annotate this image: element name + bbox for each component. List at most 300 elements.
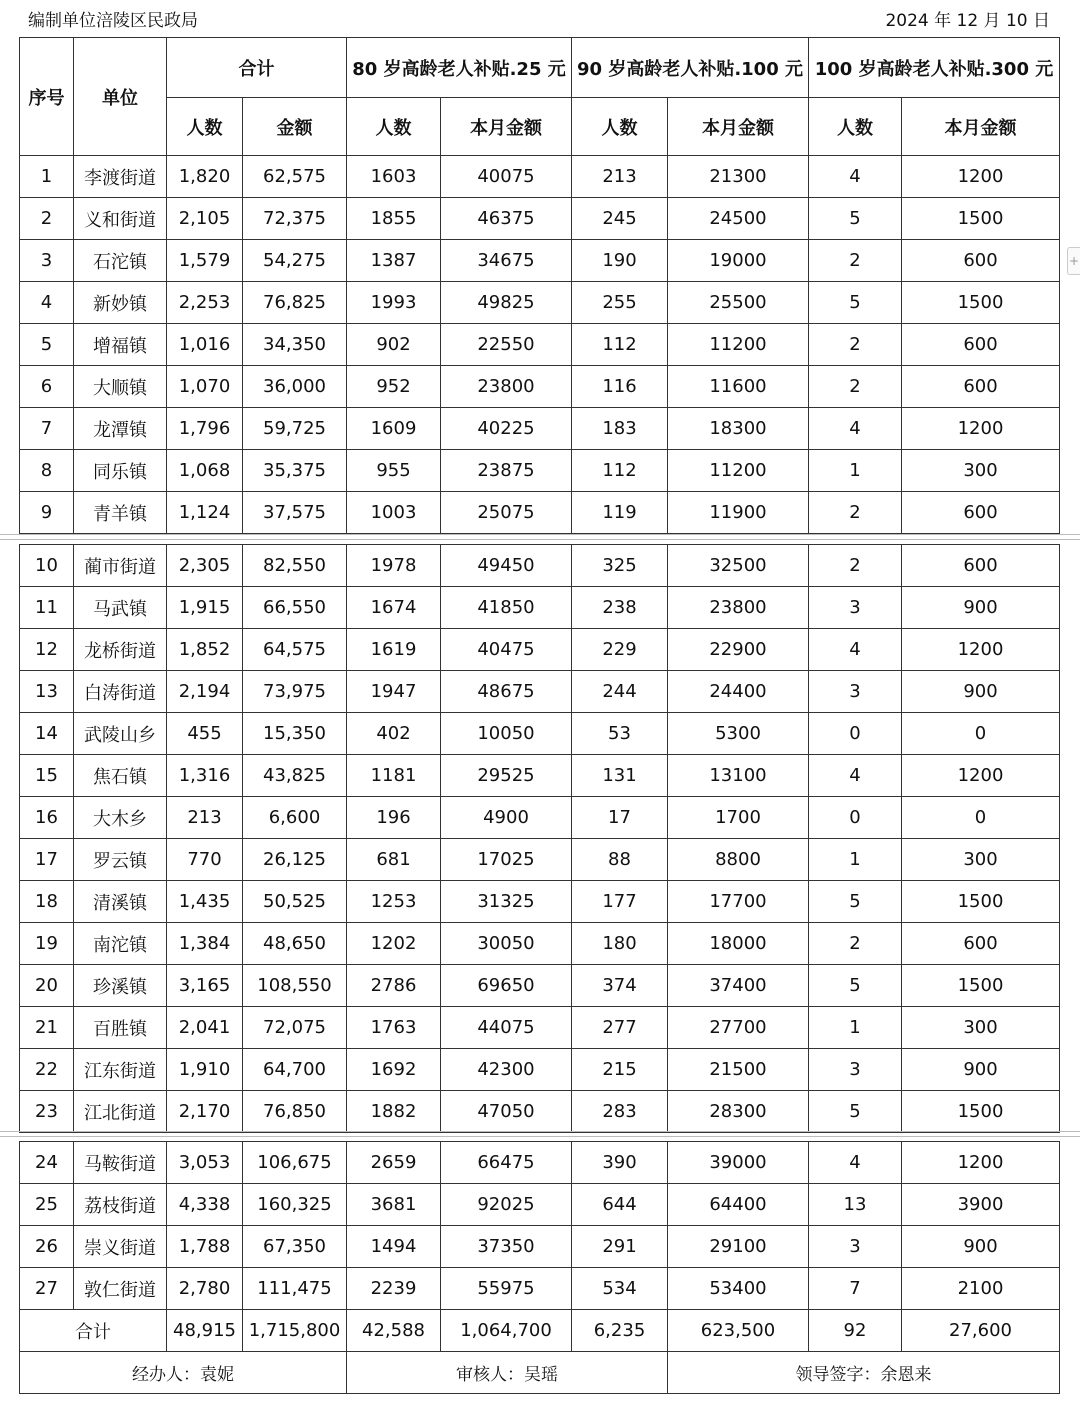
row-cell: 92025 [441, 1184, 572, 1226]
table-row [20, 923, 1060, 965]
row-cell: 291 [572, 1226, 668, 1268]
table-row [20, 450, 1060, 492]
row-seq: 16 [20, 797, 74, 839]
row-unit: 焦石镇 [74, 755, 167, 797]
row-cell: 43,825 [243, 755, 347, 797]
table-row [20, 965, 1060, 1007]
totals-cell: 1,715,800 [243, 1310, 347, 1352]
row-cell: 1,915 [167, 587, 243, 629]
row-cell: 19000 [668, 240, 809, 282]
row-unit: 增福镇 [74, 324, 167, 366]
row-cell: 54,275 [243, 240, 347, 282]
row-cell: 26,125 [243, 839, 347, 881]
row-cell: 1,579 [167, 240, 243, 282]
row-cell: 900 [902, 671, 1060, 713]
row-seq: 7 [20, 408, 74, 450]
row-unit: 江东街道 [74, 1049, 167, 1091]
row-cell: 46375 [441, 198, 572, 240]
row-unit: 武陵山乡 [74, 713, 167, 755]
row-cell: 64,575 [243, 629, 347, 671]
row-cell: 48675 [441, 671, 572, 713]
add-icon[interactable]: + [1067, 247, 1080, 275]
table-row [20, 198, 1060, 240]
col-100-count: 人数 [809, 98, 902, 156]
row-cell: 600 [902, 324, 1060, 366]
row-cell: 190 [572, 240, 668, 282]
row-cell: 40075 [441, 156, 572, 198]
row-cell: 1200 [902, 1142, 1060, 1184]
row-cell: 11900 [668, 492, 809, 534]
row-cell: 1,124 [167, 492, 243, 534]
row-cell: 900 [902, 587, 1060, 629]
row-cell: 300 [902, 1007, 1060, 1049]
col-total-count: 人数 [167, 98, 243, 156]
row-cell: 600 [902, 545, 1060, 587]
page-break [0, 1129, 1080, 1139]
row-cell: 37350 [441, 1226, 572, 1268]
row-seq: 8 [20, 450, 74, 492]
row-cell: 952 [347, 366, 441, 408]
row-seq: 4 [20, 282, 74, 324]
table-row [20, 324, 1060, 366]
row-cell: 600 [902, 923, 1060, 965]
row-cell: 2 [809, 240, 902, 282]
row-cell: 1,316 [167, 755, 243, 797]
row-cell: 1200 [902, 755, 1060, 797]
col-80: 80 岁高龄老人补贴.25 元 [347, 38, 572, 98]
row-cell: 0 [809, 713, 902, 755]
leader-signature: 领导签字：余恩来 [668, 1352, 1060, 1394]
row-cell: 1,016 [167, 324, 243, 366]
row-cell: 1619 [347, 629, 441, 671]
row-cell: 112 [572, 450, 668, 492]
row-unit: 百胜镇 [74, 1007, 167, 1049]
row-cell: 62,575 [243, 156, 347, 198]
row-cell: 2,105 [167, 198, 243, 240]
row-cell: 183 [572, 408, 668, 450]
row-cell: 600 [902, 366, 1060, 408]
row-seq: 17 [20, 839, 74, 881]
row-cell: 21300 [668, 156, 809, 198]
row-cell: 17 [572, 797, 668, 839]
totals-cell: 42,588 [347, 1310, 441, 1352]
totals-cell: 6,235 [572, 1310, 668, 1352]
row-seq: 6 [20, 366, 74, 408]
row-cell: 244 [572, 671, 668, 713]
row-seq: 15 [20, 755, 74, 797]
row-seq: 22 [20, 1049, 74, 1091]
row-cell: 53 [572, 713, 668, 755]
table-row [20, 1049, 1060, 1091]
row-unit: 蔺市街道 [74, 545, 167, 587]
row-cell: 6,600 [243, 797, 347, 839]
row-cell: 534 [572, 1268, 668, 1310]
row-cell: 1500 [902, 198, 1060, 240]
row-cell: 66475 [441, 1142, 572, 1184]
row-cell: 902 [347, 324, 441, 366]
subsidy-table-page-3 [19, 1141, 1060, 1394]
row-cell: 11600 [668, 366, 809, 408]
row-cell: 4 [809, 1142, 902, 1184]
row-cell: 8800 [668, 839, 809, 881]
row-cell: 3 [809, 1226, 902, 1268]
row-cell: 229 [572, 629, 668, 671]
row-cell: 88 [572, 839, 668, 881]
row-seq: 13 [20, 671, 74, 713]
row-cell: 245 [572, 198, 668, 240]
signature-row [20, 1352, 1060, 1394]
row-unit: 荔枝街道 [74, 1184, 167, 1226]
row-cell: 131 [572, 755, 668, 797]
row-unit: 同乐镇 [74, 450, 167, 492]
row-cell: 300 [902, 839, 1060, 881]
subsidy-table-page-2 [19, 544, 1060, 1133]
report-date: 2024 年 12 月 10 日 [885, 11, 1050, 31]
totals-cell: 27,600 [902, 1310, 1060, 1352]
row-cell: 41850 [441, 587, 572, 629]
row-cell: 177 [572, 881, 668, 923]
subsidy-table-page-1 [19, 37, 1060, 534]
row-cell: 17700 [668, 881, 809, 923]
row-unit: 龙潭镇 [74, 408, 167, 450]
row-cell: 64400 [668, 1184, 809, 1226]
row-cell: 3900 [902, 1184, 1060, 1226]
row-cell: 24500 [668, 198, 809, 240]
table-row [20, 1226, 1060, 1268]
row-cell: 1 [809, 1007, 902, 1049]
row-cell: 213 [572, 156, 668, 198]
col-90-count: 人数 [572, 98, 668, 156]
row-cell: 180 [572, 923, 668, 965]
row-cell: 1,435 [167, 881, 243, 923]
row-cell: 37,575 [243, 492, 347, 534]
row-cell: 53400 [668, 1268, 809, 1310]
row-seq: 21 [20, 1007, 74, 1049]
table-row [20, 240, 1060, 282]
row-cell: 29525 [441, 755, 572, 797]
row-cell: 2,170 [167, 1091, 243, 1133]
table-row [20, 797, 1060, 839]
row-cell: 2,780 [167, 1268, 243, 1310]
row-cell: 39000 [668, 1142, 809, 1184]
table-row [20, 713, 1060, 755]
org-label: 编制单位涪陵区民政局 [28, 11, 198, 31]
row-cell: 1181 [347, 755, 441, 797]
row-cell: 27700 [668, 1007, 809, 1049]
row-cell: 5 [809, 965, 902, 1007]
row-cell: 2 [809, 366, 902, 408]
row-cell: 4 [809, 755, 902, 797]
table-row [20, 671, 1060, 713]
row-cell: 1253 [347, 881, 441, 923]
row-cell: 13 [809, 1184, 902, 1226]
row-cell: 112 [572, 324, 668, 366]
row-cell: 36,000 [243, 366, 347, 408]
row-cell: 0 [902, 797, 1060, 839]
col-100: 100 岁高龄老人补贴.300 元 [809, 38, 1060, 98]
reviewer-signature: 审核人：吴瑶 [347, 1352, 668, 1394]
row-cell: 3,053 [167, 1142, 243, 1184]
row-cell: 1387 [347, 240, 441, 282]
row-cell: 1978 [347, 545, 441, 587]
row-cell: 119 [572, 492, 668, 534]
row-seq: 14 [20, 713, 74, 755]
row-cell: 1993 [347, 282, 441, 324]
row-cell: 325 [572, 545, 668, 587]
row-unit: 大顺镇 [74, 366, 167, 408]
row-cell: 73,975 [243, 671, 347, 713]
row-cell: 67,350 [243, 1226, 347, 1268]
row-cell: 37400 [668, 965, 809, 1007]
row-cell: 196 [347, 797, 441, 839]
row-cell: 2,253 [167, 282, 243, 324]
table-row [20, 629, 1060, 671]
row-cell: 66,550 [243, 587, 347, 629]
row-unit: 清溪镇 [74, 881, 167, 923]
row-cell: 283 [572, 1091, 668, 1133]
row-cell: 770 [167, 839, 243, 881]
row-cell: 0 [902, 713, 1060, 755]
row-seq: 3 [20, 240, 74, 282]
row-cell: 0 [809, 797, 902, 839]
row-cell: 106,675 [243, 1142, 347, 1184]
row-unit: 李渡街道 [74, 156, 167, 198]
row-cell: 28300 [668, 1091, 809, 1133]
row-cell: 2,041 [167, 1007, 243, 1049]
row-cell: 455 [167, 713, 243, 755]
row-seq: 2 [20, 198, 74, 240]
row-cell: 2 [809, 545, 902, 587]
row-cell: 2 [809, 324, 902, 366]
row-cell: 1609 [347, 408, 441, 450]
col-total: 合计 [167, 38, 347, 98]
row-unit: 罗云镇 [74, 839, 167, 881]
row-cell: 2100 [902, 1268, 1060, 1310]
row-cell: 47050 [441, 1091, 572, 1133]
row-cell: 900 [902, 1226, 1060, 1268]
row-seq: 27 [20, 1268, 74, 1310]
row-cell: 22900 [668, 629, 809, 671]
row-cell: 213 [167, 797, 243, 839]
row-unit: 新妙镇 [74, 282, 167, 324]
table-row [20, 1184, 1060, 1226]
row-cell: 277 [572, 1007, 668, 1049]
row-cell: 600 [902, 492, 1060, 534]
row-cell: 4 [809, 156, 902, 198]
row-unit: 崇义街道 [74, 1226, 167, 1268]
row-cell: 1,070 [167, 366, 243, 408]
row-unit: 马武镇 [74, 587, 167, 629]
row-cell: 18300 [668, 408, 809, 450]
row-unit: 石沱镇 [74, 240, 167, 282]
row-cell: 5 [809, 198, 902, 240]
row-cell: 1947 [347, 671, 441, 713]
row-cell: 3 [809, 671, 902, 713]
row-cell: 600 [902, 240, 1060, 282]
page-break [0, 532, 1080, 542]
row-seq: 26 [20, 1226, 74, 1268]
totals-cell: 1,064,700 [441, 1310, 572, 1352]
row-cell: 1,820 [167, 156, 243, 198]
row-cell: 4 [809, 629, 902, 671]
row-cell: 2,305 [167, 545, 243, 587]
row-cell: 215 [572, 1049, 668, 1091]
row-cell: 390 [572, 1142, 668, 1184]
row-cell: 23875 [441, 450, 572, 492]
row-cell: 1,796 [167, 408, 243, 450]
row-cell: 59,725 [243, 408, 347, 450]
row-cell: 7 [809, 1268, 902, 1310]
row-cell: 69650 [441, 965, 572, 1007]
row-cell: 116 [572, 366, 668, 408]
row-cell: 40475 [441, 629, 572, 671]
row-cell: 1603 [347, 156, 441, 198]
row-cell: 17025 [441, 839, 572, 881]
table-row [20, 545, 1060, 587]
row-seq: 25 [20, 1184, 74, 1226]
row-unit: 珍溪镇 [74, 965, 167, 1007]
table-row [20, 755, 1060, 797]
row-cell: 5 [809, 1091, 902, 1133]
row-cell: 2 [809, 923, 902, 965]
row-cell: 1,384 [167, 923, 243, 965]
row-cell: 25075 [441, 492, 572, 534]
row-cell: 49450 [441, 545, 572, 587]
row-cell: 18000 [668, 923, 809, 965]
row-cell: 15,350 [243, 713, 347, 755]
table-row [20, 881, 1060, 923]
row-cell: 72,075 [243, 1007, 347, 1049]
row-cell: 5 [809, 282, 902, 324]
row-cell: 1200 [902, 408, 1060, 450]
row-cell: 255 [572, 282, 668, 324]
row-cell: 49825 [441, 282, 572, 324]
row-cell: 900 [902, 1049, 1060, 1091]
row-unit: 大木乡 [74, 797, 167, 839]
row-cell: 13100 [668, 755, 809, 797]
row-cell: 1692 [347, 1049, 441, 1091]
row-seq: 9 [20, 492, 74, 534]
row-cell: 4 [809, 408, 902, 450]
row-cell: 1500 [902, 965, 1060, 1007]
row-cell: 10050 [441, 713, 572, 755]
row-cell: 644 [572, 1184, 668, 1226]
row-cell: 40225 [441, 408, 572, 450]
row-cell: 55975 [441, 1268, 572, 1310]
table-row [20, 587, 1060, 629]
row-cell: 34675 [441, 240, 572, 282]
row-unit: 龙桥街道 [74, 629, 167, 671]
row-seq: 5 [20, 324, 74, 366]
row-cell: 72,375 [243, 198, 347, 240]
row-cell: 1674 [347, 587, 441, 629]
totals-cell: 48,915 [167, 1310, 243, 1352]
col-100-amount: 本月金额 [902, 98, 1060, 156]
row-cell: 300 [902, 450, 1060, 492]
row-cell: 1882 [347, 1091, 441, 1133]
row-cell: 2239 [347, 1268, 441, 1310]
row-unit: 义和街道 [74, 198, 167, 240]
row-cell: 1500 [902, 1091, 1060, 1133]
row-unit: 马鞍街道 [74, 1142, 167, 1184]
row-seq: 1 [20, 156, 74, 198]
table-row [20, 282, 1060, 324]
row-cell: 3681 [347, 1184, 441, 1226]
row-cell: 1003 [347, 492, 441, 534]
table-row [20, 1142, 1060, 1184]
row-seq: 12 [20, 629, 74, 671]
row-cell: 1200 [902, 156, 1060, 198]
table-row [20, 366, 1060, 408]
row-cell: 1 [809, 450, 902, 492]
row-cell: 1,788 [167, 1226, 243, 1268]
row-cell: 1,910 [167, 1049, 243, 1091]
row-cell: 1500 [902, 282, 1060, 324]
row-cell: 1700 [668, 797, 809, 839]
col-total-amount: 金额 [243, 98, 347, 156]
row-unit: 南沱镇 [74, 923, 167, 965]
handler-signature: 经办人：袁妮 [20, 1352, 347, 1394]
totals-cell: 623,500 [668, 1310, 809, 1352]
row-cell: 1,068 [167, 450, 243, 492]
row-seq: 24 [20, 1142, 74, 1184]
row-cell: 1500 [902, 881, 1060, 923]
row-cell: 48,650 [243, 923, 347, 965]
table-row [20, 408, 1060, 450]
row-seq: 19 [20, 923, 74, 965]
row-cell: 1202 [347, 923, 441, 965]
col-90: 90 岁高龄老人补贴.100 元 [572, 38, 809, 98]
row-cell: 30050 [441, 923, 572, 965]
row-cell: 402 [347, 713, 441, 755]
row-unit: 江北街道 [74, 1091, 167, 1133]
row-cell: 1,852 [167, 629, 243, 671]
row-cell: 82,550 [243, 545, 347, 587]
table-row [20, 492, 1060, 534]
row-cell: 44075 [441, 1007, 572, 1049]
row-cell: 21500 [668, 1049, 809, 1091]
row-cell: 3,165 [167, 965, 243, 1007]
col-unit: 单位 [74, 38, 167, 156]
totals-cell: 92 [809, 1310, 902, 1352]
table-row [20, 1091, 1060, 1133]
row-cell: 2659 [347, 1142, 441, 1184]
row-cell: 2,194 [167, 671, 243, 713]
row-cell: 955 [347, 450, 441, 492]
row-cell: 1 [809, 839, 902, 881]
totals-label: 合计 [20, 1310, 167, 1352]
col-90-amount: 本月金额 [668, 98, 809, 156]
totals-row [20, 1310, 1060, 1352]
table-row [20, 1268, 1060, 1310]
row-cell: 76,825 [243, 282, 347, 324]
row-cell: 76,850 [243, 1091, 347, 1133]
row-cell: 42300 [441, 1049, 572, 1091]
row-cell: 1763 [347, 1007, 441, 1049]
row-cell: 11200 [668, 324, 809, 366]
row-seq: 11 [20, 587, 74, 629]
row-unit: 青羊镇 [74, 492, 167, 534]
row-cell: 238 [572, 587, 668, 629]
row-cell: 3 [809, 587, 902, 629]
row-cell: 23800 [668, 587, 809, 629]
row-cell: 23800 [441, 366, 572, 408]
row-cell: 4900 [441, 797, 572, 839]
row-cell: 3 [809, 1049, 902, 1091]
row-cell: 31325 [441, 881, 572, 923]
row-cell: 5300 [668, 713, 809, 755]
row-cell: 4,338 [167, 1184, 243, 1226]
